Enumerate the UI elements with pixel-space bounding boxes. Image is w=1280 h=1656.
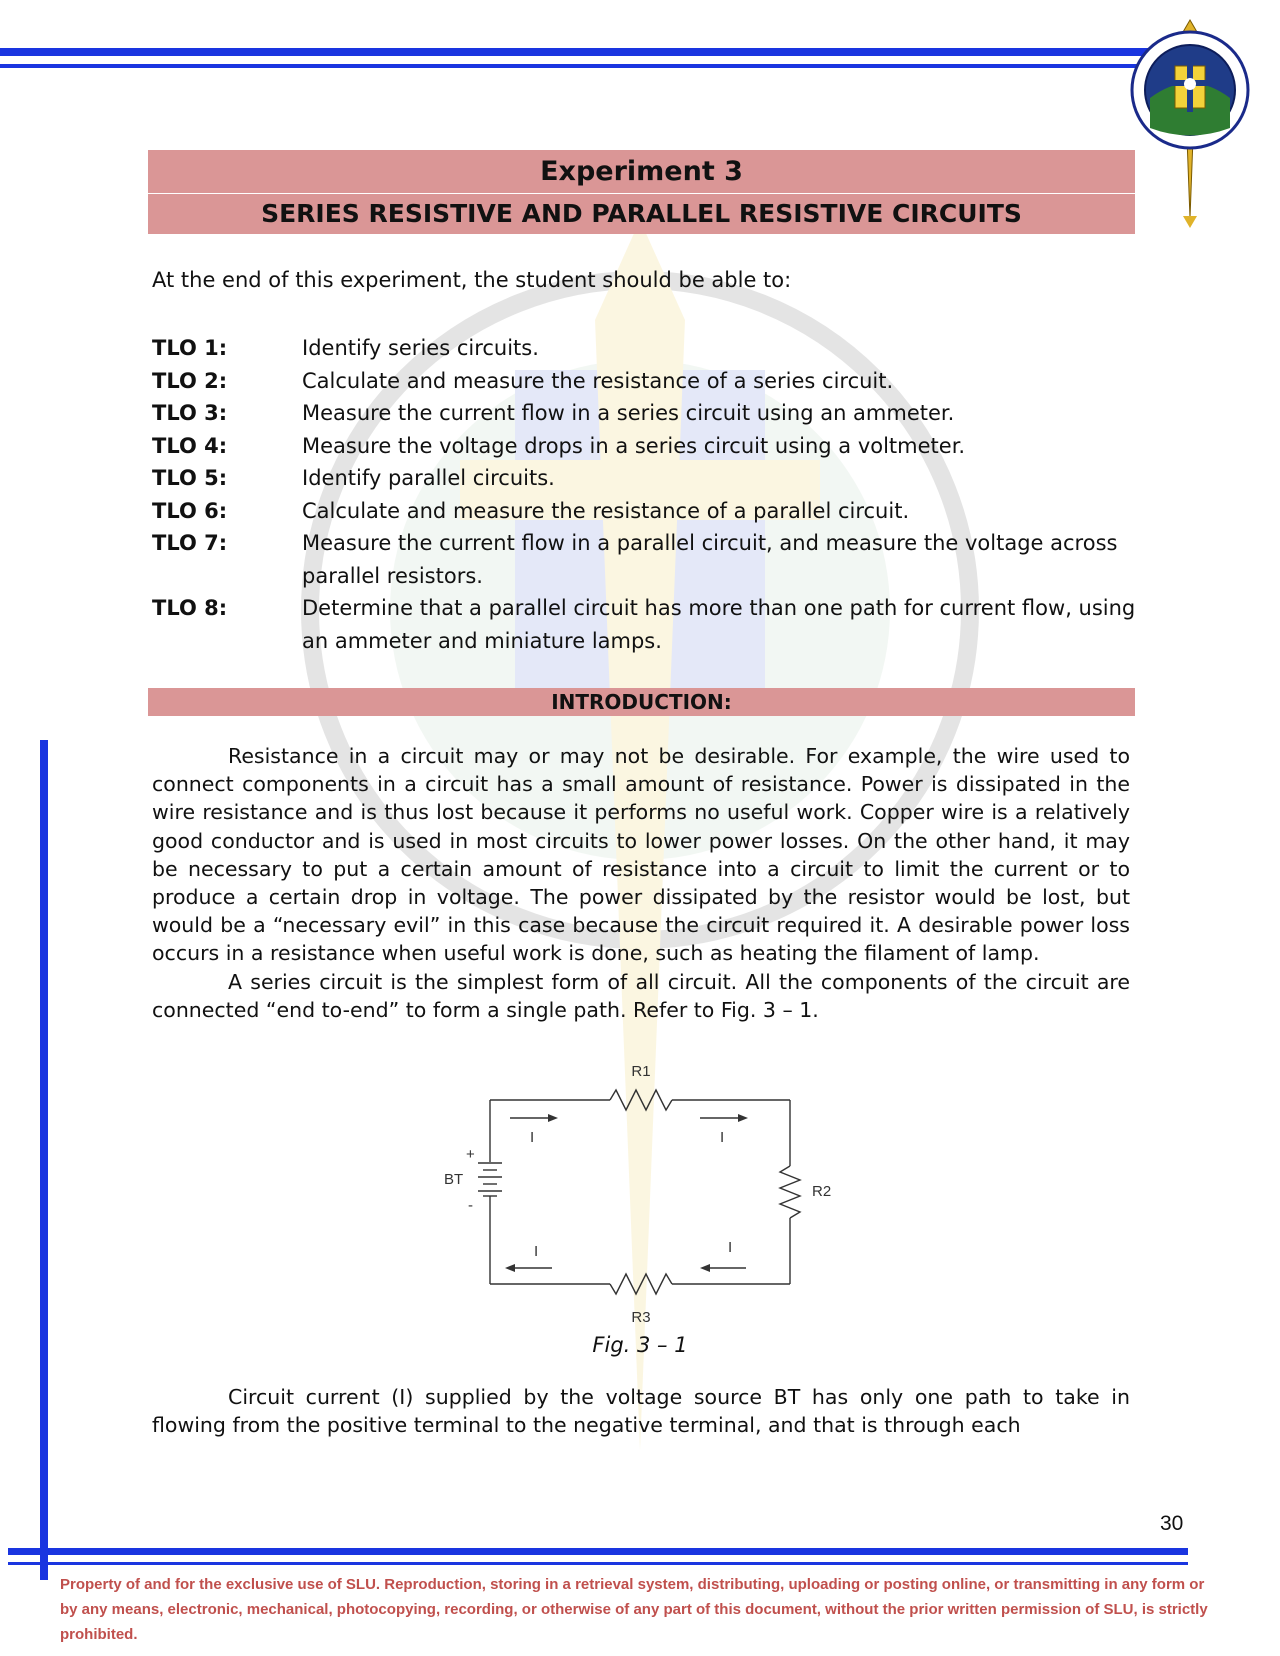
label-current: I <box>534 1243 539 1260</box>
tlo-text: Identify parallel circuits. <box>302 466 555 490</box>
tlo-text: Identify series circuits. <box>302 336 539 360</box>
tlo-key: TLO 1: <box>152 336 228 360</box>
learning-outcomes-list <box>152 332 1142 657</box>
header-rule-thick <box>0 48 1160 56</box>
footer-rule-thin <box>8 1562 1188 1565</box>
tlo-item <box>152 397 1142 430</box>
tlo-text: Calculate and measure the resistance of a parallel circuit. <box>302 498 910 523</box>
resistor-r1 <box>610 1090 672 1110</box>
experiment-title: SERIES RESISTIVE AND PARALLEL RESISTIVE CIRCUITS <box>148 193 1135 234</box>
resistor-r3 <box>610 1274 672 1294</box>
label-current: I <box>530 1129 535 1146</box>
tlo-text: Measure the voltage drops in a series circuit using a voltmeter. <box>302 433 966 458</box>
tlo-item <box>152 592 1142 657</box>
resistor-r2 <box>780 1166 800 1218</box>
page-number: 30 <box>1160 1512 1184 1535</box>
tlo-key: TLO 2: <box>152 368 228 393</box>
label-minus: - <box>468 1197 473 1214</box>
series-circuit-diagram <box>430 1058 850 1338</box>
figure-caption: Fig. 3 – 1 <box>592 1333 688 1357</box>
tlo-item <box>152 462 1142 495</box>
tlo-key: TLO 6: <box>152 498 228 523</box>
tlo-text: Determine that a parallel circuit has more than one path for current flow, using an ammeter and miniature lamps. <box>302 596 1136 653</box>
label-r3: R3 <box>631 1309 651 1326</box>
objectives-intro: At the end of this experiment, the student should be able to: <box>152 268 792 292</box>
tlo-text: Calculate and measure the resistance of a series circuit. <box>302 368 894 393</box>
paragraph: A series circuit is the simplest form of all circuit. All the components of the circuit are connected “end to-end” to form a single path. Refer to Fig. 3 – 1. <box>152 969 1130 1022</box>
tlo-text: Measure the current flow in a parallel circuit, and measure the voltage across parallel resistors. <box>302 531 1118 588</box>
tlo-key: TLO 3: <box>152 401 228 425</box>
label-r1: R1 <box>631 1063 651 1080</box>
experiment-number: Experiment 3 <box>540 156 743 187</box>
header-rule-thin <box>0 64 1160 68</box>
tlo-item <box>152 365 1142 398</box>
introduction-heading: INTRODUCTION: <box>148 688 1135 716</box>
closing-paragraph <box>152 1383 1130 1439</box>
tlo-text: Measure the current flow in a series circuit using an ammeter. <box>302 401 955 425</box>
label-bt: BT <box>444 1171 464 1188</box>
tlo-item <box>152 527 1142 592</box>
tlo-item <box>152 430 1142 463</box>
side-rule <box>40 740 48 1580</box>
university-seal-logo <box>1125 18 1255 228</box>
tlo-key: TLO 4: <box>152 433 228 458</box>
footer-rule-thick <box>8 1548 1188 1555</box>
label-plus: + <box>466 1146 475 1163</box>
tlo-key: TLO 5: <box>152 466 228 490</box>
paragraph: Circuit current (I) supplied by the voltage source BT has only one path to take in flowing from the positive terminal to the negative terminal, and that is through each <box>152 1385 1130 1438</box>
label-current: I <box>720 1129 725 1146</box>
introduction-body <box>152 742 1130 1024</box>
label-current: I <box>728 1239 733 1256</box>
label-r2: R2 <box>812 1183 832 1200</box>
tlo-key: TLO 7: <box>152 531 228 555</box>
tlo-item <box>152 332 1142 365</box>
tlo-key: TLO 8: <box>152 596 228 620</box>
copyright-notice: Property of and for the exclusive use of SLU. Reproduction, storing in a retrieval system, distributing, uploading or posting online, or transmitting in any form or by any means, electronic, mechanical, photocopying, recording, or otherwise of any part of this document, without the prior written permission of SLU, is strictly prohibited. <box>60 1576 1208 1643</box>
paragraph: Resistance in a circuit may or may not be desirable. For example, the wire used to connect components in a circuit has a small amount of resistance. Power is dissipated in the wire resistance and is thus lost because it performs no useful work. Copper wire is a relatively good conductor and is used in most circuits to lower power losses. On the other hand, it may be necessary to put a certain amount of resistance into a circuit to limit the current or to produce a certain drop in voltage. The power dissipated by the resistor would be lost, but would be a “necessary evil” in this case because the circuit required it. A desirable power loss occurs in a resistance when useful work is done, such as heating the filament of lamp. <box>152 744 1130 966</box>
tlo-item <box>152 495 1142 528</box>
